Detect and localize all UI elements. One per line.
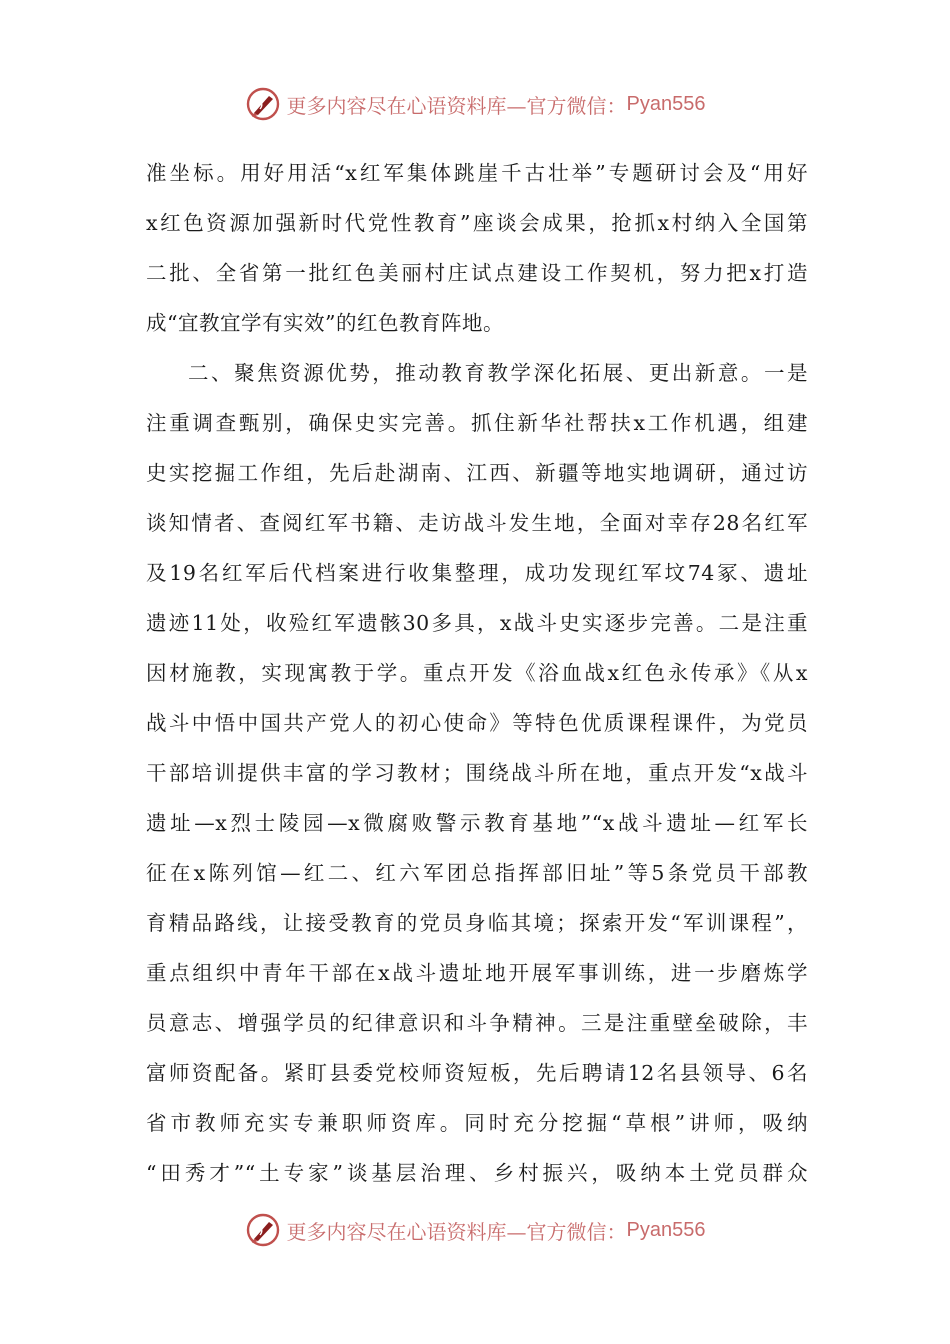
text-line: 及19名红军后代档案进行收集整理，成功发现红军坟74冢、遗址 (146, 561, 808, 585)
text-line: 准坐标。用好用活“x红军集体跳崖千古壮举”专题研讨会及“用好 (146, 161, 808, 185)
watermark-header (0, 84, 950, 124)
text-line: 省市教师充实专兼职师资库。同时充分挖掘“草根”讲师，吸纳 (146, 1111, 808, 1135)
watermark-text: 更多内容尽在心语资料库—官方微信： (286, 93, 627, 118)
section-heading-line: 二、聚焦资源优势，推动教育教学深化拓展、更出新意。一是 (188, 361, 808, 385)
pen-logo-icon (245, 86, 281, 122)
watermark-handle: Pyan556 (626, 92, 706, 115)
text-line: 富师资配备。紧盯县委党校师资短板，先后聘请12名县领导、6名 (146, 1061, 808, 1085)
text-line: 征在x陈列馆—红二、红六军团总指挥部旧址”等5条党员干部教 (146, 861, 808, 885)
text-line: 成“宜教宜学有实效”的红色教育阵地。 (146, 311, 504, 335)
text-line: 战斗中悟中国共产党人的初心使命》等特色优质课程课件，为党员 (146, 711, 808, 735)
text-line: 谈知情者、查阅红军书籍、走访战斗发生地，全面对幸存28名红军 (146, 511, 808, 535)
text-line: 因材施教，实现寓教于学。重点开发《浴血战x红色永传承》《从x (146, 661, 808, 685)
text-line: 二批、全省第一批红色美丽村庄试点建设工作契机，努力把x打造 (146, 261, 808, 285)
watermark-handle: Pyan556 (626, 1218, 706, 1241)
text-line: “田秀才”“土专家”谈基层治理、乡村振兴，吸纳本土党员群众 (146, 1161, 808, 1185)
pen-logo-icon (245, 1212, 281, 1248)
text-line: 遗址—x烈士陵园—x微腐败警示教育基地”“x战斗遗址—红军长 (146, 811, 808, 835)
document-body (146, 148, 808, 1198)
watermark-footer (0, 1210, 950, 1250)
text-line: 重点组织中青年干部在x战斗遗址地开展军事训练，进一步磨炼学 (146, 961, 808, 985)
text-line: 员意志、增强学员的纪律意识和斗争精神。三是注重壁垒破除，丰 (146, 1011, 808, 1035)
text-line: 遗迹11处，收殓红军遗骸30多具，x战斗史实逐步完善。二是注重 (146, 611, 808, 635)
text-line: 育精品路线，让接受教育的党员身临其境；探索开发“军训课程”， (146, 911, 808, 935)
text-line: 注重调查甄别，确保史实完善。抓住新华社帮扶x工作机遇，组建 (146, 411, 808, 435)
text-line: x红色资源加强新时代党性教育”座谈会成果，抢抓x村纳入全国第 (146, 211, 808, 235)
watermark-text: 更多内容尽在心语资料库—官方微信： (286, 1219, 627, 1244)
text-line: 干部培训提供丰富的学习教材；围绕战斗所在地，重点开发“x战斗 (146, 761, 808, 785)
text-line: 史实挖掘工作组，先后赴湖南、江西、新疆等地实地调研，通过访 (146, 461, 808, 485)
